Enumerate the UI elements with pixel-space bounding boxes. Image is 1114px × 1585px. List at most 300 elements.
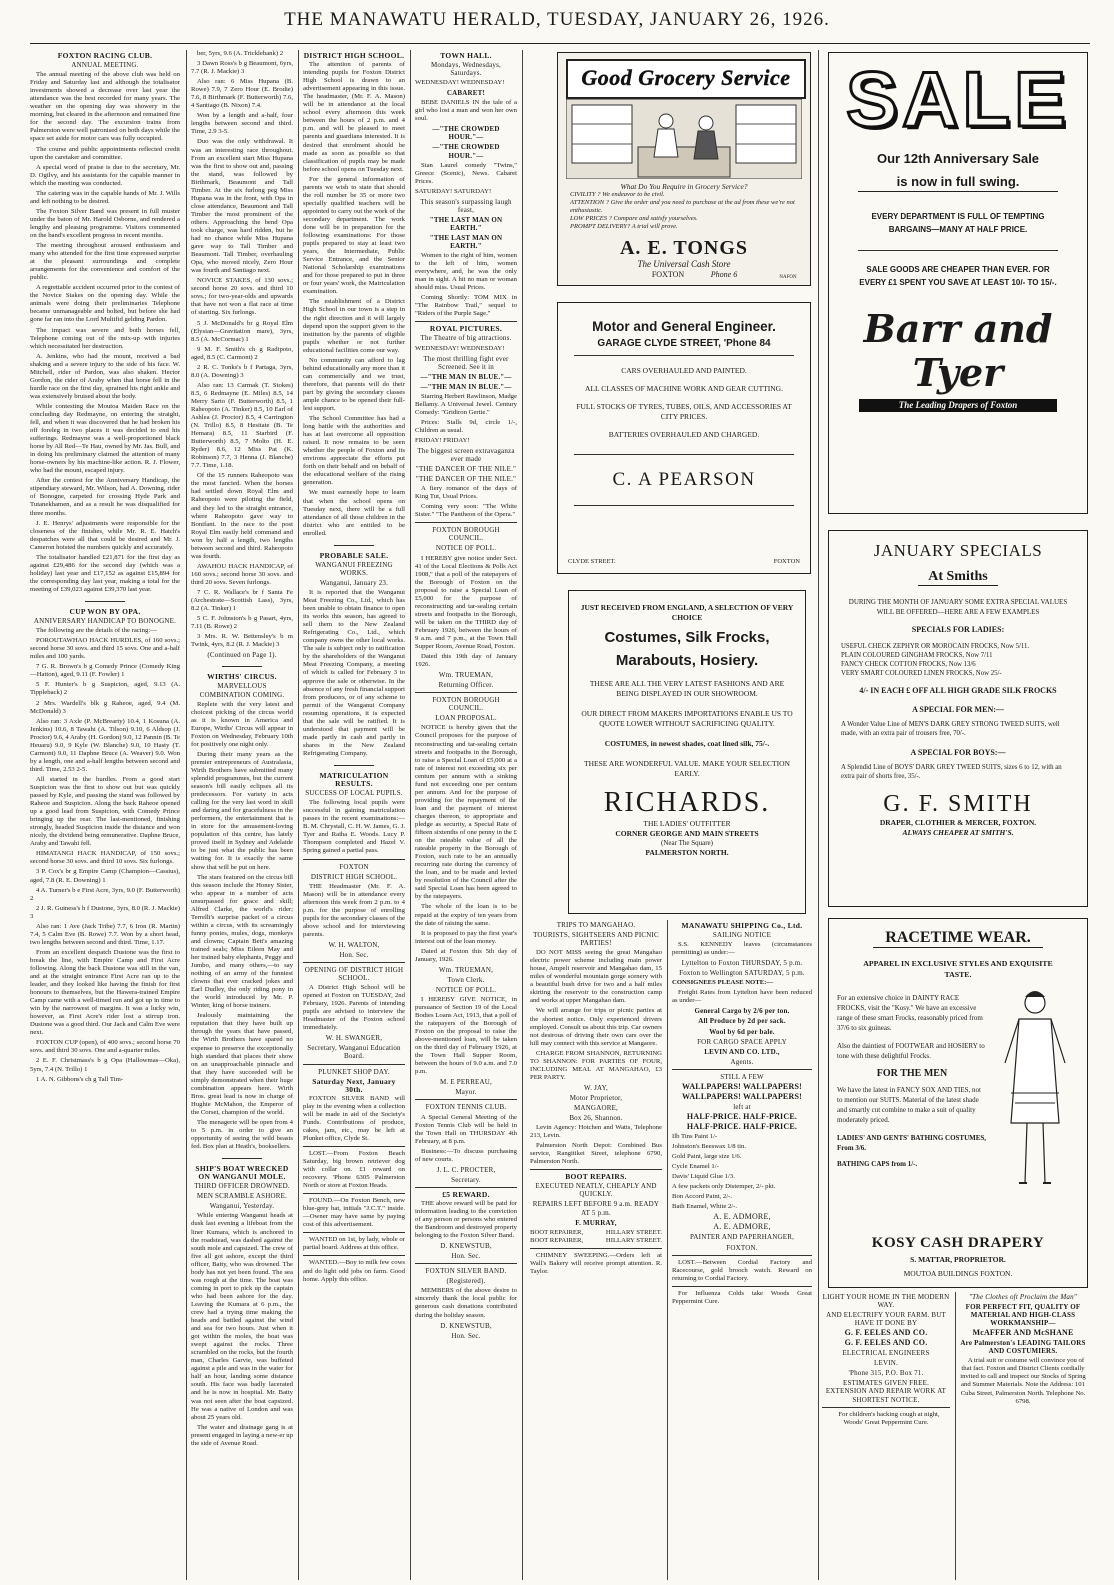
headline: CUP WON BY OPA. — [69, 607, 141, 617]
paragraph: The course and public appointments reflected credit upon the caretaker and committee. — [30, 145, 180, 161]
column-rule — [298, 50, 299, 1580]
paragraph: The biggest screen extravaganza ever made — [417, 447, 515, 464]
column-rule — [186, 50, 187, 1580]
ad-address: MOUTOA BUILDINGS FOXTON. — [903, 1269, 1013, 1278]
classified: WANTED on 1st, by lady, whole or partial board. Address at this office. — [303, 1236, 405, 1252]
paragraph: NOVICE STAKES, of 130 sovs.; second horse 20 sovs. and third 10 sovs.; for two-year-olds and upwards that have not won a flat race at time of starting. Six furlongs. — [191, 277, 293, 317]
ad-heading: FOXTON — [339, 862, 369, 871]
paragraph: Women to the right of him, women to the left of him, women everywhere, and, he was the only man in sight. A hit no man or woman should miss. Usual Prices. — [415, 252, 517, 292]
ad-line: STILL A FEW — [720, 1072, 764, 1081]
paragraph: A fiery romance of the days of King Tut, Usual Prices. — [415, 485, 517, 501]
signature: MANGAORE, — [574, 1103, 618, 1112]
signature: PAINTER AND PAPERHANGER, — [689, 1233, 795, 1242]
subhead: WANGANUI FREEZING WORKS. — [315, 560, 393, 577]
headline: ROYAL PICTURES. — [429, 324, 503, 334]
paragraph: FRIDAY! FRIDAY! — [415, 436, 470, 444]
column-school — [303, 50, 405, 1580]
paragraph: I HEREBY GIVE NOTICE, in pursuance of Section 19 of the Local Bodies Loans Act, 1913, that a poll of the ratepayers of the Borough of Foxton on the proposal to raise the above-mentioned loan, will be taken on the third day of February 1926, at the Town Hall Supper Room, between the hours of 9.0 a.m. and 7.0 p.m. — [415, 995, 517, 1076]
paragraph: Coming Shortly: TOM MIX in "The Rainbow Trail," sequel to "Riders of the Purple Sage." — [415, 294, 517, 318]
subhead: ANNUAL MEETING. — [71, 61, 139, 70]
subhead: MARVELLOUS COMBINATION COMING. — [199, 682, 285, 699]
paragraph: Also ran: 13 Carmak (T. Stokes) 8.5, 6 Redmayne (E. Miles) 8.5, 14 Merry Sarto (F. Butterworth) 8.5, 1 Raheopoto (A. Tinker) 8.5, 10 Earl of Ashlea (J. Proctor) 8.5, 4 Carrington (N. Trillo) 8.5, 8 Hesitate (B. Te Hemara) 8.5, 11 Starbird (F. Butterworth) 8.5, 7 Molto (H. E. Ryder) 8.6, 12 Miss Pat (K. Robinson) 7.7, 3 Henna (J. Blanche) 7.7. Time, 1.18. — [191, 381, 293, 470]
paragraph: 2 E. F. Christmass's b g Opa (Hallowmas—Oka), 5yrs, 7.4 (N. Trillo) 1 — [30, 1057, 180, 1073]
headline: DISTRICT HIGH SCHOOL. — [303, 51, 405, 60]
signature: Hon. Sec. — [451, 1331, 481, 1340]
paragraph: The establishment of a District High School in our town is a step in the right direction and it will largely depend upon the support given to the institution by the parents of eligible pupils whether or not further educational facilities come our way. — [303, 298, 405, 354]
ad-line: ESTIMATES GIVEN FREE. EXTENSION AND REPAIR WORK AT SHORTEST NOTICE. — [825, 1379, 947, 1404]
signature: Secretary, Wanganui Education Board. — [307, 1044, 401, 1061]
ad-line: THESE ARE ALL THE VERY LATEST FASHIONS AND ARE BEING DISPLAYED IN OUR SHOWROOM. — [589, 679, 785, 698]
paragraph: The totalisator handled £21,871 for the first day as against £29,486 for the second day (which was a holiday) last year and £17,152 as against £15,894 for the corresponding day last year, making a total for the meeting of £39,023 against £39,370 last year. — [30, 553, 180, 593]
column-rule — [410, 50, 411, 1580]
paragraph: Dated this 19th day of January 1926. — [415, 653, 517, 669]
ad-line: FOR CARGO SPACE APPLY — [697, 1037, 787, 1046]
ad-body — [837, 993, 987, 1169]
divider — [303, 1146, 405, 1147]
column-rule — [818, 50, 819, 1580]
ad-business-name: RICHARDS. — [603, 787, 771, 818]
ad-line: For an extensive choice in DAINTY RACE FROCKS, visit the "Kosy." We have an excessive range of these smart Frocks, reasonably priced from 37/6 to six guineas. — [837, 994, 983, 1032]
film-title: "THE DANCER OF THE NILE." — [415, 475, 517, 484]
ad-line: EVERY DEPARTMENT IS FULL OF TEMPTING BARGAINS—MANY AT HALF PRICE. — [871, 212, 1045, 234]
ad-heading: FOXTON TENNIS CLUB. — [425, 1103, 507, 1112]
column-shipping — [672, 920, 812, 1580]
ad-heading: PLUNKET SHOP DAY. — [318, 1067, 390, 1076]
subhead: Mondays, Wednesdays, Saturdays. — [431, 61, 501, 78]
signature: F. MURRAY, — [575, 1218, 617, 1227]
ad-business-name: G. F. SMITH — [883, 791, 1033, 817]
ad-headline: HALF-PRICE. HALF-PRICE. — [686, 1111, 798, 1121]
divider — [672, 1255, 812, 1256]
divider — [303, 1064, 405, 1065]
price-line: Davis' Liquid Glue 1/3. — [672, 1173, 735, 1181]
paragraph: ber, 5yrs, 9.6 (A. Tricklebank) 2 — [197, 50, 284, 57]
subhead: THIRD OFFICER DROWNED. — [194, 1182, 290, 1191]
price-line: Bon Accord Paint, 2/-. — [672, 1193, 732, 1201]
ad-tagline: DRAPER, CLOTHIER & MERCER, FOXTON. — [879, 818, 1037, 827]
paragraph: 2 Mrs. Wardell's blk g Raheoe, aged, 9.4 (M. McDonald) 3 — [30, 699, 180, 715]
logo-barr-tyer: Barr and Tyer — [863, 306, 1053, 395]
ad-heading: NOTICE OF POLL. — [435, 544, 497, 553]
ad-copy — [570, 183, 798, 231]
paragraph: For the general information of parents we wish to state that should the roll number be 35 or more two specially qualified teachers will be appointed to carry out the work of the secondary department. The work done will be in preparation for the following examinations: For those pupils prepared to stay at least two years, the Intermediate, Public Service Entrance, and the Senior National Scholarship examinations and for those prepared to put in three or four years' work, the Matriculation examination. — [303, 175, 405, 296]
paragraph: The most thrilling fight ever Screened. See it in — [423, 354, 509, 371]
signature: W. H. WALTON, — [328, 940, 380, 949]
paragraph: We will arrange for trips or picnic parties at the shortest notice. Only experienced drivers employed. Consult us about this trip. Car owners not desirous of driving their own cars over the hill may connect with this service at Mangaore. — [530, 1007, 662, 1047]
paragraph: It is proposed to pay the first year's interest out of the loan money. — [415, 929, 517, 945]
divider — [415, 1187, 517, 1188]
ad-heading: OPENING OF DISTRICT HIGH SCHOOL. — [304, 966, 404, 983]
price-line: Gold Paint, large size 1/6. — [672, 1153, 742, 1161]
ad-line: FULL STOCKS OF TYRES, TUBES, OILS, AND ACCESSORIES AT CITY PRICES. — [576, 402, 792, 421]
ad-business-name: G. F. EELES AND CO. — [844, 1338, 928, 1348]
paragraph: The following are the details of the racing:— — [36, 627, 157, 635]
divider — [303, 1232, 405, 1233]
paragraph: Starring Herbert Rawlinson, Madge Bellamy. A Universal Jewel. Century Comedy: "Gridiron Gertie." — [415, 392, 517, 416]
ad-headline: Costumes, Silk Frocks, — [604, 629, 770, 646]
paragraph: CABARET! — [446, 89, 486, 98]
divider — [530, 1248, 662, 1249]
ad-line: VERY SMART COLOURED LINEN FROCKS, Now 25/- — [841, 670, 1002, 677]
logo-tagline: The Leading Drapers of Foxton — [859, 399, 1057, 412]
ad-line: APPAREL IN EXCLUSIVE STYLES AND EXQUISITE TASTE. — [863, 959, 1053, 979]
headline: TOWN HALL. — [440, 51, 492, 60]
ad-headline: WALLPAPERS! WALLPAPERS! — [682, 1081, 802, 1091]
ad-richards — [568, 590, 806, 914]
paragraph: Also ran: 3 Axle (P. McBrearty) 10.4, 1 Kosuna (A. Jenkins) 10.6, 8 Tawahi (A. Tilson) 9.10, 6 Aldsop (J. Proctor) 9.6, 4 Araby (H. Gordon) 9.0, 12 Pannin (B. Te Heuaru) 9.0, 9 Kyle (W. Blanche) 9.0, 10 Hasty (T. Carmont) 9.0, 11 Daphne Bruce (A. Weaver) 9.0. Won by a length, one and a-half lengths between second and third. Time, 2.53 2-5. — [30, 717, 180, 773]
ad-line: BATTERIES OVERHAULED AND CHARGED. — [608, 430, 760, 439]
signature: Mayor. — [455, 1088, 477, 1097]
classified: LOST.—Between Cordial Factory and Racecourse, gold brooch watch. Reward on returning to Cordial Factory. — [672, 1258, 812, 1282]
divider — [672, 1069, 812, 1070]
ad-proprietor: S. MATTAR, PROPRIETOR. — [910, 1255, 1006, 1264]
paragraph: The Theatre of big attractions. — [420, 334, 512, 343]
paragraph: A Special General Meeting of the Foxton Tennis Club will be held in the Town Hall on THURSDAY 4th February, at 8 p.m. — [415, 1113, 517, 1145]
subhead: ANNIVERSARY HANDICAP TO BONOGNE. — [33, 617, 177, 626]
column-rule — [522, 50, 523, 1580]
paragraph: Won by a length and a-half, four lengths between second and third. Time, 2.9 3-5. — [191, 112, 293, 136]
ad-line: is now in full swing. — [858, 174, 1058, 192]
paragraph: DO NOT MISS seeing the great Mangahao electric power scheme including main power house, Ampeli reservoir and Mangahao dam, 15 miles of wonderful mountain gorge scenery with a beautiful bush drive for two and a half miles skirting the reservoir to the construction camp and works at upper Mangahao dam. — [530, 949, 662, 1005]
column-racing-club — [30, 50, 180, 1580]
paragraph: BEBE DANIELS IN the tale of a girl who lost a man and won her own soul. — [415, 99, 517, 123]
film-title: —"THE MAN IN BLUE."— — [420, 382, 512, 391]
column-racing-continued — [191, 50, 293, 1580]
ad-pearson-engineer — [557, 302, 811, 574]
signature: HILLARY STREET. — [605, 1236, 662, 1244]
column-mangahao — [530, 920, 662, 1580]
paragraph: A regrettable accident occurred prior to the contest of the Novice Stakes on the opening day. While the animals were doing their preliminaries Telephone became unmanageable and bolted, but before she had gone far ran into the Lord Multifid gelding Pardon. — [30, 284, 180, 324]
divider — [415, 522, 517, 523]
ad-line: BATHING CAPS from 1/-. — [837, 1160, 918, 1168]
headline: PROBABLE SALE. — [319, 550, 389, 560]
ad-line: EXECUTED NEATLY, CHEAPLY AND QUICKLY. — [535, 1182, 657, 1199]
price-line: Ilb Tins Paint 1/- — [672, 1132, 718, 1140]
film-title: —"THE MAN IN BLUE."— — [420, 372, 512, 381]
film-title: "THE DANCER OF THE NILE." — [415, 465, 517, 474]
ad-line: LIGHT YOUR HOME IN THE MODERN WAY. — [822, 1293, 950, 1310]
ad-heading: £5 REWARD. — [442, 1189, 490, 1199]
ad-line: AND ELECTRIFY YOUR FARM. BUT HAVE IT DONE BY — [826, 1311, 946, 1328]
ad-line: ATTENTION ? Give the order and you need to purchase at the ad from these we're not enthusiastic. — [570, 199, 795, 214]
ad-line: Wool by 6d per bale. — [709, 1027, 775, 1036]
ad-line: Our 12th Anniversary Sale — [876, 151, 1040, 166]
ad-business-name: KOSY CASH DRAPERY — [871, 1235, 1045, 1251]
divider — [574, 505, 794, 506]
shop-illustration — [566, 99, 802, 179]
ad-line: Foxton to Wellington SATURDAY, 5 p.m. — [679, 969, 805, 978]
paragraph: 7 G. R. Brown's b g Comedy Prince (Comedy King—Hatton), aged, 9.11 (F. Fowler) 1 — [30, 663, 180, 679]
ad-heading: FOXTON BOROUGH COUNCIL. — [432, 696, 500, 713]
ad-line: PROMPT DELIVERY? A trial will prove. — [570, 223, 678, 230]
ad-address: PALMERSTON NORTH. — [645, 848, 729, 857]
ad-line: Also the daintiest of FOOTWEAR and HOSIERY to tone with these delightful Frocks. — [837, 1042, 985, 1060]
paragraph: Also ran: 6 Miss Hupana (B. Rowe) 7.9, 7 Zero Hour (E. Brodie) 7.6, 8 Birthmark (F. Butterworth) 7.6, 4 Santiago (B. Nixon) 7.4. — [191, 78, 293, 110]
column-town-hall — [415, 50, 517, 1580]
paragraph: While entering Wanganui heads at dusk last evening a lifeboat from the liner Kumara, which is anchored in the roadstead, was dashed against the south mole and capsized. The crew of five all got ashore, except the third officer, Batty, who was drowned. The body has not yet been found. The sea was rough at the time. The boat was coming in port to pick up the captain who had been ashore for the day. Leaving the Kumara at 6 p.m., the crew had a trying time making the heads and battled against the wind and sea for two hours. Just when it got within the moles, the boat was swept against the rocks. Three scrambled on the rocks, but the fourth man, Charles Garvie, was buffeted against a pile and was in the water for half an hour, landing some distance south. His face was badly lacerated and he is now in hospital. Mr. Batty was not seen after the boat capsized. He was a native of London and was about 25 years old. — [191, 1212, 293, 1421]
signature: A. E. ADMORE, — [713, 1212, 771, 1222]
paragraph: S.S. KENNEDY leaves (circumstances permitting) as under:— — [672, 941, 812, 957]
signature-row — [530, 1229, 662, 1237]
paragraph: Prices: Stalls 9d, circle 1/-, Children as usual. — [415, 418, 517, 434]
ad-heading: (Registered). — [446, 1277, 486, 1286]
paragraph: HIMATANGI HACK HANDICAP, of 150 sovs.; second horse 30 sovs. and third 10 sovs. Six furlongs. — [30, 850, 180, 866]
film-title: —"THE CROWDED HOUR."— — [432, 143, 500, 160]
ad-subhead: A SPECIAL FOR BOYS:— — [910, 748, 1006, 757]
column-rule — [667, 920, 668, 1580]
ad-heading: SAILING NOTICE — [712, 931, 772, 940]
ad-line: ELECTRICAL ENGINEERS — [842, 1349, 930, 1358]
signature: W. H. SWANGER, — [325, 1034, 383, 1043]
ad-heading: NOTICE OF POLL. — [435, 985, 497, 994]
ad-street: CLYDE STREET. — [568, 558, 616, 565]
ad-line: General Cargo by 2/6 per ton. — [694, 1007, 790, 1016]
price-line: Johnston's Beeswax 1/8 tin. — [672, 1143, 747, 1151]
divider — [530, 1169, 662, 1170]
signature-row — [530, 1237, 662, 1245]
paragraph: All started in the hurdles. From a good start Suspicion was the first to show out but was quickly passed by Kyle, and passing the stand was followed by Raheoe and Suspicion. Along the back Raheoe opened up a good lead from Suspicion, with Comedy Prince bringing up the rear. The last-mentioned, finishing strongly, headed Suspicion inside the distance and won nicely, the dividend being remunerative. Daphne Bruce, Araby and Tawahi fell. — [30, 775, 180, 848]
artist-mark: NAFON — [779, 275, 797, 280]
ad-line: left at — [733, 1102, 751, 1111]
ad-line: USEFUL CHECK ZEPHYR OR MOROCAIN FROCKS, Now 5/11. — [841, 643, 1030, 650]
divider — [822, 1407, 950, 1408]
classified: For Influenza Colds take Woods Great Peppermint Cure. — [672, 1289, 812, 1305]
paragraph: 3 Dawn Ross's b g Beaumont, 6yrs, 7.7 (R. J. Mackie) 3 — [191, 60, 293, 76]
paragraph: The catering was in the capable hands of Mr. J. Wills and left nothing to be desired. — [30, 189, 180, 205]
signature: BOOT REPAIRER, — [530, 1236, 584, 1244]
ad-kosy-racetime — [828, 918, 1088, 1288]
divider — [858, 250, 1058, 251]
ad-subhead: SPECIALS FOR LADIES: — [911, 625, 1005, 634]
signature: Hon. Sec. — [339, 950, 369, 959]
subhead: MEN SCRAMBLE ASHORE. — [196, 1192, 288, 1201]
ad-line: Agents. — [730, 1057, 754, 1066]
ad-address: GARAGE CLYDE STREET, 'Phone 84 — [597, 338, 771, 349]
banner-frame — [566, 59, 806, 99]
film-title: —"THE CROWDED HOUR."— — [432, 125, 500, 142]
ad-subhead: 4/- IN EACH £ OFF ALL HIGH GRADE SILK FROCKS — [859, 686, 1057, 695]
paragraph: FOXTON CUP (open), of 400 sovs.; second horse 70 sovs. and third 30 sovs. One and a-quarter miles. — [30, 1039, 180, 1055]
divider — [303, 541, 405, 549]
paragraph: WEDNESDAY! WEDNESDAY! — [415, 79, 505, 87]
classified: WANTED.—Boy to milk few cows and do light odd jobs on farm. Good home. Apply this office. — [303, 1259, 405, 1283]
signature: Motor Proprietor, — [569, 1093, 623, 1102]
paragraph: THE above reward will be paid for information leading to the conviction of any person or persons who entered the Bandroom and destroyed property belonging to the Foxton Silver Band. — [415, 1199, 517, 1240]
headline: MATRICULATION RESULTS. — [319, 771, 389, 789]
paragraph: The following local pupils were successful in gaining matriculation passes in the recent examinations:—B. M. Chrystall, C. H. W. James, G. J. Tyer and Raiha E. Woods. Lucy P. Thompson completed and Hazel V. Spring gained a partial pass. — [303, 799, 405, 855]
paragraph: Palmerston North Depot: Combined Bus service, Rangitikei Street, telephone 6790, Palmerston North. — [530, 1142, 662, 1166]
signature: Secretary. — [451, 1175, 481, 1184]
ad-heading: Saturday Next, January 30th. — [312, 1076, 396, 1094]
ad-headline: HALF-PRICE. HALF-PRICE. — [686, 1121, 798, 1131]
classified: For children's hacking cough at night, Woods' Great Peppermint Cure. — [838, 1410, 940, 1426]
paragraph: 9 M. F. Smith's ch g Radipoto, aged, 8.5 (C. Carmont) 2 — [191, 345, 293, 361]
ad-line: Are Palmerston's LEADING TAILORS AND COSTUMIERS. — [960, 1339, 1086, 1356]
ad-text: A District High School will be opened at Foxton on TUESDAY, 2nd February, 1926. Parents of intending pupils are advised to interview the Headmaster of the Foxton school immediately. — [303, 984, 405, 1032]
ad-line: All Produce by 2d per sack. — [698, 1017, 786, 1026]
paragraph: The School Committee has had a long battle with the authorities and has at last overcome all opposition raised. It now remains to be seen whether the people of Foxton and its environs appreciate the efforts put forth on their behalf and on behalf of the educational welfare of the rising generation. — [303, 415, 405, 487]
ad-line: LADIES' AND GENTS' BATHING COSTUMES, From 3/6. — [837, 1134, 987, 1152]
headline: WIRTHS' CIRCUS. — [207, 672, 277, 682]
paragraph: 1 A. N. Gibbons's ch g Tall Tim- — [36, 1075, 124, 1083]
ad-line: A trial suit or costume will convince you of that fact. Foxton and District Clients cordially invited to call and inspect our Stocks of Spring and Summer Materials. Note the Address: 101 Cuba Street, Palmerston North. Telephone No. 6798. — [960, 1357, 1086, 1405]
paragraph: 3 P. Cox's br g Empire Camp (Champion—Cassius), aged, 7.8 (R. E. Downing) 1 — [30, 868, 180, 884]
paragraph: MEMBERS of the above desire to sincerely thank the local public for generous cash donations contributed during the holiday season. — [415, 1287, 517, 1319]
ad-address: (Near The Square) — [661, 839, 713, 847]
ad-mcaffer-tailors — [960, 1292, 1086, 1580]
signature: D. KNEWSTUB, — [440, 1321, 492, 1330]
signature: Hon. Sec. — [451, 1252, 481, 1261]
ad-title: At Smiths — [918, 569, 998, 586]
ad-line: "The Clothes oft Proclaim the Man" — [969, 1293, 1077, 1301]
ad-banner: Good Grocery Service — [581, 65, 791, 90]
ad-headline: WALLPAPERS! WALLPAPERS! — [682, 1091, 802, 1101]
ad-line: JUST RECEIVED FROM ENGLAND, A SELECTION OF VERY CHOICE — [580, 603, 794, 622]
ad-subhead: A SPECIAL FOR MEN:— — [912, 705, 1004, 714]
paragraph: SATURDAY! SATURDAY! — [415, 187, 492, 195]
divider — [191, 1154, 293, 1162]
ad-line: COSTUMES, in newest shades, coat lined silk, 75/-. — [604, 739, 770, 748]
ad-line: SALE GOODS ARE CHEAPER THAN EVER. FOR EVERY £1 SPENT YOU SAVE AT LEAST 10/- TO 15/-. — [859, 265, 1057, 287]
ad-line: FANCY CHECK COTTON FROCKS, Now 13/6 — [841, 661, 976, 668]
ad-business-name: G. F. EELES AND CO. — [844, 1328, 928, 1338]
paragraph: Coming very soon: "The White Sister." "The Pantheon of the Opera." — [415, 503, 517, 519]
ad-line: FOR PERFECT FIT, QUALITY OF MATERIAL AND HIGH-CLASS WORKMANSHIP— — [965, 1303, 1081, 1328]
ad-heading: MANAWATU SHIPPING Co., Ltd. — [681, 921, 803, 930]
ad-question: What Do You Require in Grocery Service? — [620, 182, 748, 191]
paragraph: Stan Laurel comedy "Twins," Greece (Scenic), News. Cabaret Prices. — [415, 161, 517, 185]
signature: FOXTON. — [726, 1243, 758, 1252]
ad-text: THE Headmaster (Mr. F. A. Mason) will be in attendance every afternoon this week from 2 p.m. to 4 p.m. for the purpose of enrolling pupils for the secondary classes of the above school and for interviewing parents. — [303, 882, 405, 938]
dateline: Wanganui, Yesterday. — [209, 1202, 275, 1211]
paragraph: 2 R. C. Tonks's b f Partaga, 3yrs, 8.0 (A. Downing) 3 — [191, 363, 293, 379]
ad-tongs-grocery — [557, 52, 811, 286]
ad-line: REPAIRS LEFT BEFORE 9 a.m. READY AT 5 p.m. — [532, 1200, 660, 1217]
paragraph: 2 J. R. Guiness's h f Dustone, 3yrs, 8.0 (R. J. Mackie) 3 — [30, 904, 180, 920]
ad-subtitle: The Universal Cash Store — [637, 259, 731, 269]
paragraph: The menagerie will be open from 4 to 5 p.m. in order to give an opportunity of seeing the wild beasts fed. Box plan at Heath's, booksellers. — [191, 1118, 293, 1151]
ad-line: A Wonder Value Line of MEN'S DARK GREY STRONG TWEED SUITS, well made, with an extra pair of trousers free, 70/-. — [841, 721, 1060, 737]
divider — [303, 962, 405, 963]
paragraph: Dated at Foxton this 5th day of January, 1926. — [415, 947, 517, 963]
masthead-rule — [30, 43, 1090, 44]
price-line: A few packets only Distemper, 2/- pkt. — [672, 1183, 776, 1191]
paragraph: Replete with the very latest and choicest picking of the circus world as it is known in America and Europe, Wirths' Circus will appear in Foxton on Wednesday, February 10th for positively one night only. — [191, 700, 293, 748]
paragraph: I HEREBY give notice under Sect. 41 of the Local Elections & Polls Act 1908," that a poll of the ratepayers of the Borough of Foxton on the proposal to raise a Special Loan of £5,000 for the purpose of reconstructing and tar-sealing certain streets and footpaths in the Borough, will be taken on the THIRD day of February 1926, between the hours of 9 a.m. and 7 p.m., at the Town Hall Supper Room, Avenue Road, Foxton. — [415, 554, 517, 651]
ad-business-name: C. A PEARSON — [612, 469, 756, 490]
subhead: SUCCESS OF LOCAL PUPILS. — [305, 789, 403, 798]
paragraph: NOTICE is hereby given that the Council proposes for the purpose of reconstructing and tar-sealing certain streets and footpaths in the Borough, to raise a Special Loan of £5,000 at a rate of interest not exceeding six per centum per annum with a sinking fund not exceeding one per centum per annum. And for the purpose of providing for the repayment of the loan and the payment of interest charges thereon, to appropriate and pledge as security, a Special Rate of fifteen sixtenths of one penny in the £ on the rateable value of all the rateable property in the Borough of Foxton, such rate to be an annually recurring rate during the currency of the loan, and to be made and levied by resolution of the Council after the said Special Loan has been agreed to by the ratepayers. — [415, 724, 517, 901]
paragraph: No community can afford to lag behind educationally any more than it can commercially and we trust, therefore, that parents will do their part by giving the secondary classes ample chance to be opened their full-lest support. — [303, 356, 405, 413]
price-line: Cycle Enamel 1/- — [672, 1163, 719, 1171]
ad-eeles-electrical — [822, 1292, 950, 1580]
paragraph: 3 Mrs. R. W. Bettensley's b m Twink, 4yrs, 8.2 (R. J. Mackie) 3 — [191, 633, 293, 649]
ad-heading: FOXTON SILVER BAND. — [425, 1267, 507, 1276]
paragraph: Of the 15 runners Raheopoto was the most fancied. When the horses had settled down Royal Elm and Raheopoto were piloting the field, and they led to the straight entrance, where Raheopoto gave way to Bonifant. In the race to the post Royal Elm easily held command and won by half a length, two lengths between second and third. Raheopoto was fourth. — [191, 472, 293, 560]
ad-heading: LOAN PROPOSAL. — [435, 714, 497, 723]
ad-line: THESE ARE WONDERFUL VALUE. MAKE YOUR SELECTION EARLY. — [584, 759, 790, 778]
paragraph: AWAHOU HACK HANDICAP, of 160 sovs.; second horse 30 sovs. and third 20 sovs. Seven furlongs. — [191, 562, 293, 586]
paragraph: This season's surpassing laugh feast, — [420, 197, 512, 214]
ad-line: OUR DIRECT FROM MAKERS IMPORTATIONS ENABLE US TO QUOTE LOWER WITHOUT SACRIFICING QUALITY. — [581, 709, 793, 728]
ad-line: DURING THE MONTH OF JANUARY SOME EXTRA SPECIAL VALUES WILL BE OFFERED—HERE ARE A FEW EXAMPLES — [848, 598, 1068, 616]
ad-line: LEVIN AND CO. LTD., — [704, 1047, 780, 1056]
signature: BOOT REPAIRER, — [530, 1228, 584, 1236]
signature: M. E PERREAU, — [440, 1078, 492, 1087]
headline: SHIP'S BOAT WRECKED ON WANGANUI MOLE. — [195, 1164, 289, 1182]
paragraph: Business:—To discuss purchasing of new courts. — [415, 1147, 517, 1163]
paragraph: The Foxton Silver Band was present in full muster under the baton of Mr. Harold Osborne, and rendered a lengthy and pleasing programme. Visitors commented on the band's excellent progress in recent months. — [30, 207, 180, 239]
divider — [303, 1193, 405, 1194]
paragraph: CHARGE FROM SHANNON, RETURNING TO SHANNON: FOR PARTIES OF FOUR, INCLUDING MEAL AT MANGAHAO, £3 PER PARTY. — [530, 1049, 662, 1081]
ad-heading: DISTRICT HIGH SCHOOL. — [310, 872, 398, 881]
ad-title: JANUARY SPECIALS — [873, 541, 1043, 560]
classified: CHIMNEY SWEEPING.—Orders left at Wall's Bakery will receive prompt attention. R. Taylor. — [530, 1251, 662, 1275]
divider — [672, 1286, 812, 1287]
divider — [415, 692, 517, 693]
ad-line: A Splendid Line of BOYS' DARK GREY TWEED SUITS, sizes 6 to 12, with an extra pair of shorts free, 35/-. — [841, 764, 1062, 780]
paragraph: 5 C. F. Johnston's b g Pasart, 4yrs, 7.11 (B. Rowe) 2 — [191, 615, 293, 631]
paragraph: J. E. Henrys' adjustments were responsible for the closeness of the finishes, while Mr. R. E. Hatch's despatches were all that could be desired and Mr. J. Cameron hoisted the numbers quickly and accurately. — [30, 519, 180, 551]
ad-line: We have the latest in FANCY SOX AND TIES, not to mention our SUITS. Material of the latest shade and smartly cut combine to make a suit of quality moderately priced. — [837, 1086, 981, 1124]
divider — [303, 761, 405, 769]
headline: FOXTON RACING CLUB. — [57, 51, 153, 60]
sale-headline: SALE — [845, 55, 1071, 143]
paragraph: The whole of the loan is to be repaid at the expiry of ten years from the date of raising the same. — [415, 903, 517, 927]
ad-line: PLAIN COLOURED GINGHAM FROCKS, Now 7/11 — [841, 652, 993, 659]
paragraph: POROUTAWHAO HACK HURDLES, of 160 sovs.; second horse 30 sovs. and third 15 sovs. One and a-half miles and 100 yards. — [30, 637, 180, 661]
signature: W. JAY, — [584, 1083, 608, 1092]
ad-tagline: ALWAYS CHEAPER AT SMITH'S. — [902, 828, 1014, 837]
ad-heading: FOXTON BOROUGH COUNCIL. — [432, 526, 500, 543]
divider — [415, 1263, 517, 1264]
signature: Returning Officer. — [438, 681, 494, 690]
fashion-illustration — [989, 983, 1081, 1223]
ad-business-name: McAFFER AND McSHANE — [972, 1328, 1074, 1338]
ad-line: LEVIN. — [874, 1359, 898, 1368]
divider — [303, 1255, 405, 1256]
ad-text: FOXTON SILVER BAND will play in the evening when a collection will be made in aid of the Society's Funds. Contributions of produce, cakes, jam, etc., may be left at Plunket office, Clyde St. — [303, 1094, 405, 1142]
paragraph: A special word of praise is due to the secretary, Mr. D. Ogilvy, and his assistants for the capable manner in which the meeting was conducted. — [30, 163, 180, 187]
paragraph: 5 F. Hunter's b g Suspicion, aged, 9.13 (A. Tippleback) 2 — [30, 681, 180, 697]
ad-smith-january — [828, 530, 1088, 907]
ad-line: Lyttelton to Foxton THURSDAY, 5 p.m. — [681, 959, 803, 968]
paragraph: During their many years as the premier entrepreneurs of Australasia, Wirth Brothers have submitted many splendid programmes, but the current season's bill easily eclipses all its predecessors. For variety in acts calling for the very last word in skill and daring and for gracefulness in the performers, the entertainment that is in store for the amusement-loving population of this centre, has lately proved itself in Sydney and Adelaide to be just what the public has been waiting for. It is exactly the same show that will be put on here. — [191, 750, 293, 871]
ad-town: FOXTON — [651, 270, 685, 279]
paragraph: The attention of parents of intending pupils for Foxton District High School is drawn to an advertisement appearing in this issue. The headmaster, (Mr. F. A. Mason) will be in attendance at the local school every afternoon this week between the hours of 2 p.m. and 4 p.m. and will be pleased to meet parents and guardians interested. It is desired that enrolment should be made as soon as possible so that classification of pupils may be made before school opens on Tuesday next. — [303, 61, 405, 173]
ad-headline: Marabouts, Hosiery. — [615, 652, 759, 669]
ad-heading: TRIPS TO MANGAHAO. — [556, 921, 636, 929]
ad-business-name: A. E. TONGS — [619, 237, 749, 259]
ad-line: ALL CLASSES OF MACHINE WORK AND GEAR CUTTING. — [585, 384, 783, 393]
divider — [415, 321, 517, 322]
paragraph: Also ran: 1 Ave (Jack Tribe) 7.7, 6 Iron (R. Martin) 7.4, 5 Calm Eve (B. Rowe) 7.7. Won by a short head, two lengths between second and third. Time, 1.17. — [30, 922, 180, 946]
ad-line: 'Phone 315, P.O. Box 71. — [848, 1369, 924, 1378]
price-line: Bath Enamel, White 2/-. — [672, 1203, 738, 1211]
divider — [415, 1099, 517, 1100]
ad-line: CARS OVERHAULED AND PAINTED. — [621, 366, 747, 375]
classified: FOUND.—On Foxton Bench, new blue-grey hat, initials "J.C.T." inside.—Owner may have same by paying cost of this advertisement. — [303, 1197, 405, 1229]
paragraph: The impact was severe and both horses fell, Telephone coming out of the mix-up with injuries which necessitated her destruction. — [30, 326, 180, 350]
paragraph: From an excellent despatch Dustone was the first to break the line, with Empire Camp and First Acre following. Along the back Dustone was still in the van, and at the straight entrance First Acre ran up to the leader, and they looked like having the finish for first honours to themselves, but the Hawera-trained Empire Camp came with a well-timed run and got up in time to win by the narrowest of margins. It was a lucky win, however, as First Acre's rider lost a stirrup iron. Dustone was a good third. Our Jack and Calm Eve were next. — [30, 948, 180, 1037]
divider — [191, 662, 293, 670]
paragraph: 4 A. Turner's b e First Acre, 3yrs, 9.0 (F. Butterworth) 2 — [30, 886, 180, 902]
paragraph: WEDNESDAY! WEDNESDAY! — [415, 344, 505, 352]
paragraph: The stars featured on the circus bill this season include the Honey Sister, who appear in a number of acts unsurpassed for grace and skill; Alfred Clarke, the world's rider; Terrelli's surprise packet of a circus within a circus, with its screamingly funny ponies, mules, dogs, monkeys and clowns; Captain Bett's amazing trained seals; Miss Eileen May and her trained baby elephants, Peggy and Jumbo, and many others,—to say nothing of an army of the funniest clowns that ever cracked jokes and Earl Dudley, the only riding pony in the world introduced by Mr. P. Winter, king of horse trainers. — [191, 873, 293, 1010]
ad-subhead: FOR THE MEN — [876, 1068, 948, 1079]
signature: Town Clerk. — [447, 975, 485, 984]
ad-line: CIVILITY ? We endeavor to be civil. — [570, 191, 665, 198]
